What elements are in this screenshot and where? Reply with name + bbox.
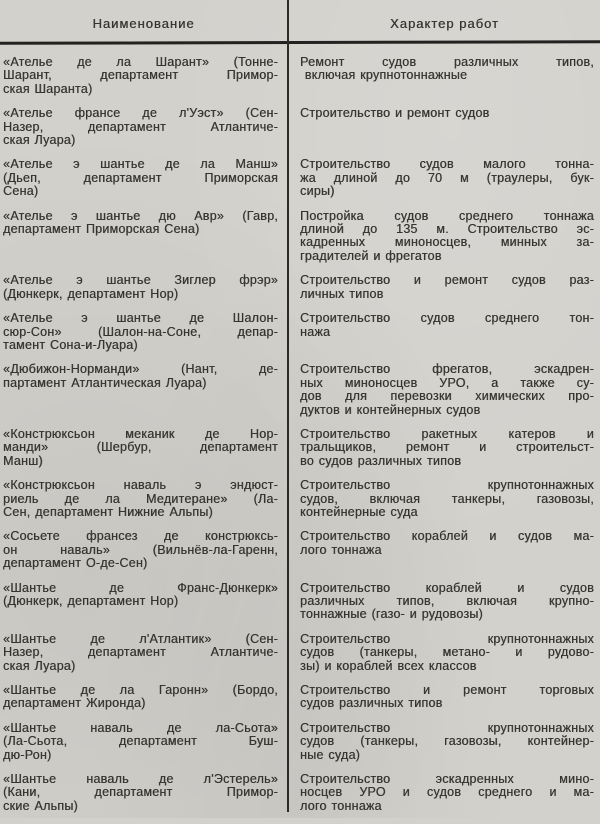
table-row	[0, 773, 600, 813]
work-description-cell: Постройка судов среднего тоннажа длиной до 135 м. Строительство эс- кадренных миноносцев, минных за- градителей и фрегатов	[300, 208, 594, 263]
work-description-cell: Строительство крупнотоннажных судов (танкеры, метано- и рудово- зы) и кораблей всех классов	[300, 631, 594, 673]
shipyard-name-cell: «Шантье де ла Гаронн» (Бордо, департамент Жиронда)	[3, 683, 278, 711]
shipyard-name-cell: «Констрюксьон наваль э эндюст- риель де ла Медитеране» (Ла- Сен, департамент Нижние Альпы)	[3, 478, 278, 519]
work-description-cell: Строительство фрегатов, эскадрен- ных миноносцев УРО, а также су- дов для перевозки химических про- дуктов и контейнерных судов	[300, 362, 594, 417]
shipyard-name-cell: «Ателье э шантье де Шалон- сюр-Сон» (Шалон-на-Соне, депар- тамент Сона-и-Луара)	[3, 311, 278, 352]
table-row	[0, 274, 600, 301]
table-row	[0, 582, 600, 622]
table-row	[0, 312, 600, 352]
table-row	[0, 363, 600, 417]
shipyard-name-cell: «Сосьете франсез де констрюксь- он наваль» (Вильнёв-ла-Гаренн, департамент О-де-Сен)	[3, 529, 278, 571]
work-description-cell: Строительство ракетных катеров и тральщиков, ремонт и строительст- во судов различных типов	[300, 426, 594, 468]
shipyard-name-cell: «Констрюксьон меканик де Нор- манди» (Шербур, департамент Манш)	[3, 426, 278, 468]
column-header-work: Характер работ	[390, 16, 499, 31]
shipyard-name-cell: «Дюбижон-Норманди» (Нант, де- партамент Атлантическая Луара)	[3, 362, 278, 390]
header-divider-rule	[0, 40, 600, 45]
work-description-cell: Ремонт судов различных типов, включая крупнотоннажные	[300, 55, 594, 83]
shipyard-table	[0, 56, 600, 824]
shipyard-name-cell: «Ателье де ла Шарант» (Тонне- Шарант, департамент Примор- ская Шаранта)	[3, 55, 278, 96]
work-description-cell: Строительство и ремонт судов раз- личных типов	[300, 273, 594, 301]
table-row	[0, 428, 600, 468]
work-description-cell: Строительство судов среднего тон- нажа	[300, 311, 594, 339]
shipyard-name-cell: «Шантье наваль де л'Эстерель» (Кани, департамент Примор- ские Альпы)	[3, 772, 278, 813]
table-row	[0, 633, 600, 673]
table-row	[0, 56, 600, 96]
work-description-cell: Строительство судов малого тонна- жа длиной до 70 м (траулеры, бук- сиры)	[300, 157, 594, 199]
shipyard-name-cell: «Ателье э шантье Зиглер фрэр» (Дюнкерк, департамент Нор)	[3, 273, 278, 301]
column-header-name: Наименование	[92, 16, 195, 31]
work-description-cell: Строительство крупнотоннажных судов (танкеры, газовозы, контейнер- ные суда)	[300, 720, 594, 762]
shipyard-name-cell: «Ателье франсе де л'Уэст» (Сен- Назер, департамент Атлантиче- ская Луара)	[3, 106, 278, 148]
work-description-cell: Строительство кораблей и судов различных типов, включая крупно- тоннажные (газо- и рудовозы)	[300, 580, 594, 622]
table-row	[0, 158, 600, 198]
work-description-cell: Строительство и ремонт торговых судов различных типов	[300, 683, 594, 711]
work-description-cell: Строительство эскадренных мино- носцев УРО и судов среднего и ма- лого тоннажа	[300, 772, 594, 813]
work-description-cell: Строительство крупнотоннажных судов, включая танкеры, газовозы, контейнерные суда	[300, 478, 594, 519]
table-row	[0, 107, 600, 147]
shipyard-name-cell: «Шантье наваль де ла-Сьота» (Ла-Сьота, департамент Буш- дю-Рон)	[3, 720, 278, 762]
shipyard-name-cell: «Ателье э шантье дю Авр» (Гавр, департамент Приморская Сена)	[3, 208, 278, 237]
table-row	[0, 684, 600, 711]
shipyard-name-cell: «Шантье де л'Атлантик» (Сен- Назер, департамент Атлантиче- ская Луара)	[3, 631, 278, 673]
shipyard-name-cell: «Шантье де Франс-Дюнкерк» (Дюнкерк, департамент Нор)	[3, 580, 278, 608]
table-row	[0, 210, 600, 264]
table-row	[0, 479, 600, 519]
work-description-cell: Строительство кораблей и судов ма- лого тоннажа	[300, 529, 594, 557]
work-description-cell: Строительство и ремонт судов	[300, 106, 490, 121]
shipyard-name-cell: «Ателье э шантье де ла Манш» (Дьеп, департамент Приморская Сена)	[3, 157, 278, 199]
table-row	[0, 530, 600, 570]
table-row	[0, 722, 600, 762]
